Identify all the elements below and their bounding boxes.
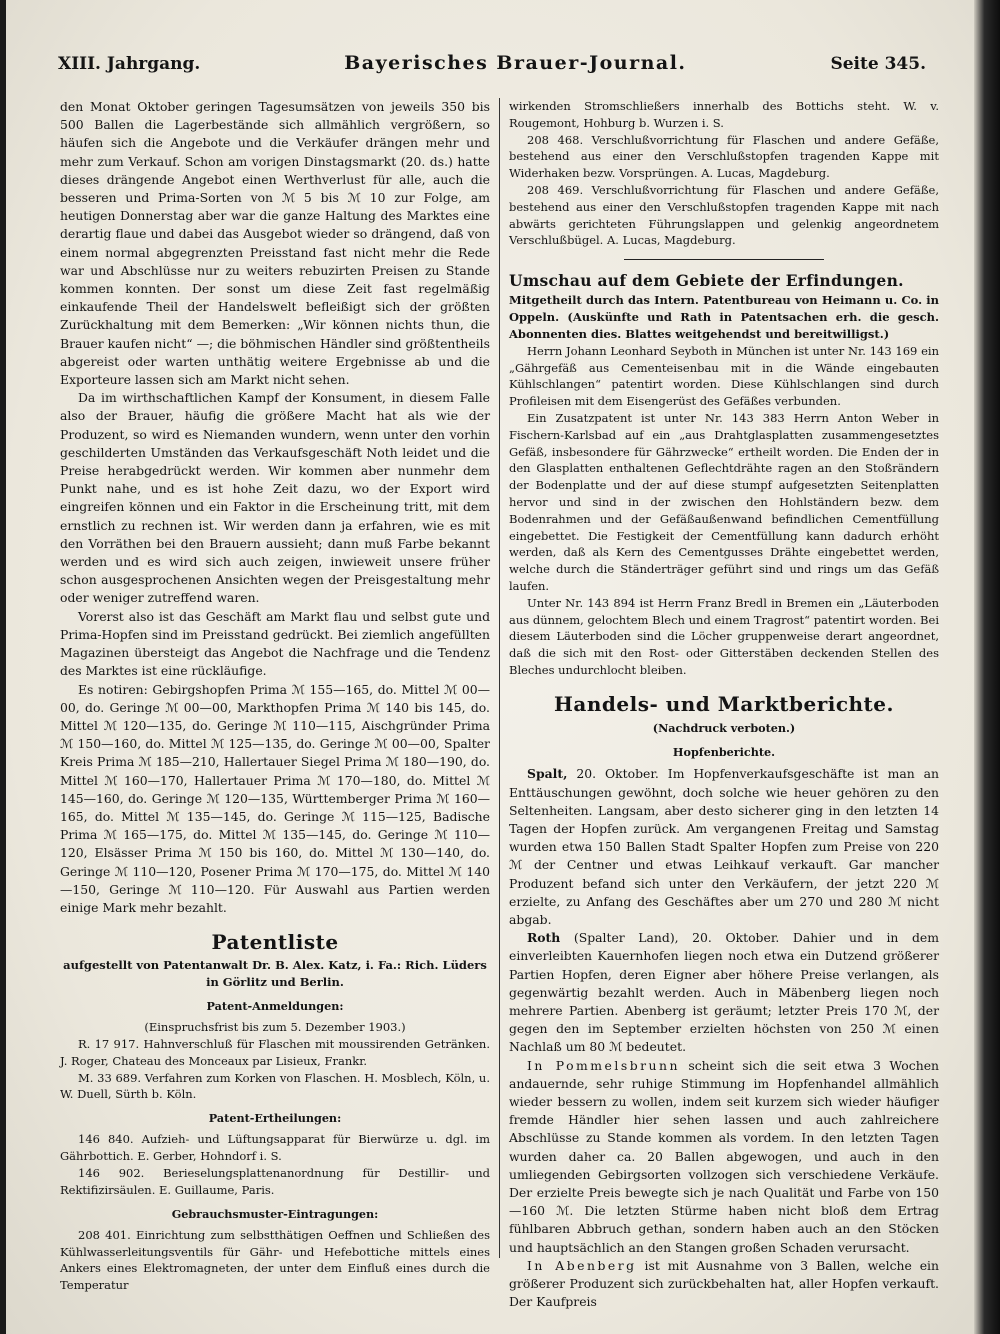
report-place: Roth [527,930,561,946]
patent-list-intro: aufgestellt von Patentanwalt Dr. B. Alex. Katz, i. Fa.: Rich. Lüders in Görlitz und Berlin. [63,958,487,990]
umschau-paragraph: Unter Nr. 143 894 ist Herrn Franz Bredl in Bremen ein „Läuterboden aus dünnem, gelochtem Blech und einem Tragrost“ patentirt worden. Bei diesem Läuterboden sind die Löcher gruppenweise derart angeordnet, daß die sich mit den Rost- oder Gitterstäben deckenden Stellen des Bleches undurchlocht bleiben. [509,595,939,677]
journal-title: Bayerisches Brauer-Journal. [344,52,687,74]
patent-entry-continuation: wirkenden Stromschließers innerhalb des Bottichs steht. W. v. Rougemont, Hohburg b. Wurzen i. S. [509,99,939,130]
umschau-paragraph: Ein Zusatzpatent ist unter Nr. 143 383 Herrn Anton Weber in Fischern-Karlsbad auf ein „aus Drahtglasplatten zusammengesetztes Gefäß, insbesondere für Gährzwecke“ ertheilt worden. Die Enden der in den Glasplatten enthaltenen Geflechtdrähte ragen an den Stoßrändern der Bodenplatte und der auf diese stumpf aufgesetzten Seitenplatten hervor und sind in der zwischen den Hohlständern bezw. dem Bodenrahmen und der Gefäßaußenwand befindlichen Cementfüllung eingebettet. Die Festigkeit der Cementfüllung kann dadurch erhöht werden, daß als Kern des Cementgusses Drähte eingebettet werden, welche durch die Ständerträger geführt sind und rings um das Gefäß laufen. [509,410,939,593]
hop-report [509,1257,939,1312]
hop-report [509,1057,939,1257]
right-column [509,98,939,1311]
patent-list-title: Patentliste [211,930,339,955]
price-quotes: Es notiren: Gebirgshopfen Prima ℳ 155—165, do. Mittel ℳ 00—00, do. Geringe ℳ 00—00, Markthopfen Prima ℳ 140 bis 145, do. Mittel ℳ 120—135, do. Geringe ℳ 110—115, Aischgründer Prima ℳ 150—160, do. Mittel ℳ 125—135, do. Geringe ℳ 00—00, Spalter Kreis Prima ℳ 185—210, Hallertauer Siegel Prima ℳ 180—190, do. Mittel ℳ 160—170, Hallertauer Prima ℳ 170—180, do. Mittel ℳ 145—160, do. Geringe ℳ 120—135, Württemberger Prima ℳ 160—165, do. Mittel ℳ 135—145, do. Geringe ℳ 115—125, Badische Prima ℳ 165—175, do. Mittel ℳ 135—145, do. Geringe ℳ 110—120, Elsässer Prima ℳ 150 bis 160, do. Mittel ℳ 130—140, do. Geringe ℳ 110—120, Posener Prima ℳ 170—175, do. Mittel ℳ 140—150, Geringe ℳ 110—120. Für Auswahl aus Partien werden einige Mark mehr bezahlt. [60,681,490,915]
ertheilungen-heading: Patent-Ertheilungen: [208,1111,342,1126]
report-text: 20. Oktober. Im Hopfenverkaufsgeschäfte ist man an Enttäuschungen gewöhnt, doch solche wie heuer gehören zu den Seltenheiten. Langsam, aber desto sicherer ging in den letzten 14 Tagen der Hopfen zurück. Am vergangenen Freitag und Samstag wurden etwa 150 Ballen Stadt Spalter Hopfen zum Preise von 220 ℳ der Centner und etwas Leihkauf verkauft. Gar mancher Produzent befand sich unter den Verkäufern, der jetzt 220 ℳ erzielte, zu Anfang des Geschäftes aber um 270 und 280 ℳ nicht abgab. [509,766,939,927]
patent-entry: 146 840. Aufzieh- und Lüftungsapparat für Bierwürze u. dgl. im Gährbottich. E. Gerber, Hohndorf i. S. [60,1132,490,1164]
column-divider [499,98,500,1258]
patent-entry: 208 469. Verschlußvorrichtung für Flaschen und andere Gefäße, bestehend aus einer den Verschlußstopfen tragenden Kappe mit nach abwärts gerichteten Führungslappen und gelenkig angeordnetem Verschlußbügel. A. Lucas, Magdeburg. [509,182,939,248]
umschau-paragraph: Herrn Johann Leonhard Seyboth in München ist unter Nr. 143 169 ein „Gährgefäß aus Cementeisenbau mit in die Wände eingebauten Kühlschlangen“ patentirt worden. Diese Kühlschlangen sind durch Profileisen mit dem Eisengerüst des Gefäßes verbunden. [509,343,939,409]
handel-title: Handels- und Marktberichte. [554,691,894,716]
patent-entry: 208 401. Einrichtung zum selbstthätigen Oeffnen und Schließen des Kühlwasserleitungsventils für Gähr- und Hefebottiche mittels eines Ankers eines Elektromagneten, der unter dem Einfluß eines durch die Temperatur [60,1227,490,1293]
patent-entry: 146 902. Berieselungsplattenanordnung für Destillir- und Rektifizirsäulen. E. Guillaume, Paris. [60,1165,490,1197]
volume-label: XIII. Jahrgang. [58,54,201,74]
patent-entry: R. 17 917. Hahnverschluß für Flaschen mit moussirenden Getränken. J. Roger, Chateau des Monceaux par Lisieux, Frankr. [60,1036,490,1068]
left-column [60,98,490,1294]
market-paragraph: Da im wirthschaftlichen Kampf der Konsument, in diesem Falle also der Brauer, häufig die größere Macht hat als wie der Produzent, so wird es Niemanden wundern, wenn unter den vorhin geschilderten Umständen das Verkaufsgeschäft Noth leidet und die Preise herabgedrückt werden. Wir kommen aber nunmehr dem Punkt nahe, und es ist hohe Zeit dazu, wo der Export wird eingreifen können und ein Faktor in die Erscheinung tritt, mit dem ernstlich zu rechnen ist. Wir werden dann ja erfahren, wie es mit den Vorräthen bei den Brauern aussieht; dann muß Farbe bekannt werden und es wird sich auch zeigen, inwieweit unsere früher schon ausgesprochenen Ansichten wegen der Preisgestaltung mehr oder weniger zutreffend waren. [60,390,490,606]
report-text: ist mit Ausnahme von 3 Ballen, welche ein größerer Produzent sich zurückbehalten hat, aller Hopfen verkauft. Der Kaufpreis [509,1257,939,1310]
market-paragraph: Vorerst also ist das Geschäft am Markt flau und selbst gute und Prima-Hopfen sind im Preisstand gedrückt. Bei ziemlich angefüllten Magazinen übersteigt das Angebot die Nachfrage und die Tendenz des Marktes ist eine rückläufige. [60,608,490,679]
page-number: Seite 345. [830,54,926,74]
patent-entry: M. 33 689. Verfahren zum Korken von Flaschen. H. Mosblech, Köln, u. W. Duell, Sürth b. Köln. [60,1070,490,1102]
gebrauchsmuster-heading: Gebrauchsmuster-Eintragungen: [171,1206,379,1221]
anmeldungen-note: (Einspruchsfrist bis zum 5. Dezember 1903.) [144,1020,406,1035]
hop-report [509,765,939,929]
report-text: scheint sich die seit etwa 3 Wochen andauernde, sehr ruhige Stimmung im Hopfenhandel allmählich wieder bessern zu wollen, indem seit kurzem sich wieder häufiger fremde Händler hier sehen lassen und auch zahlreichere Abschlüsse zu Stande kommen als vordem. In den letzten Tagen wurden daher ca. 20 Ballen abgewogen, und auch in den umliegenden Gebirgsorten vollzogen sich verschiedene Verkäufe. Der erzielte Preis bewegte sich je nach Qualität und Farbe von 150—160 ℳ. Die letzten Stürme haben nicht bloß dem Ertrag fühlbaren Abbruch gethan, sondern haben auch an den Stöcken und hauptsächlich an den Stangen großen Schaden verursacht. [509,1057,940,1255]
scan-left-edge [0,0,6,1334]
hopfen-heading: Hopfenberichte. [672,745,776,760]
report-text: (Spalter Land), 20. Oktober. Dahier und in dem einverleibten Kauernhofen liegen noch etwa ein Dutzend größerer Partien Hopfen, deren Eigner aber höhere Preise verlangen, als gegenwärtig bezahlt werden. Auch in Mäbenberg liegen noch mehrere Partien. Abenberg ist geräumt; letzter Preis 170 ℳ, der gegen den im September erzielten höchsten von 250 ℳ einen Nachlaß um 80 ℳ bedeutet. [509,930,939,1055]
patent-entry: 208 468. Verschlußvorrichtung für Flaschen und andere Gefäße, bestehend aus einer den Verschlußstopfen tragenden Kappe mit Widerhaken bezw. Vorsprüngen. A. Lucas, Magdeburg. [509,132,939,181]
report-place: In Abenberg [527,1257,637,1273]
page-header [58,52,926,82]
report-place: In Pommelsbrunn [527,1057,680,1073]
umschau-intro: Mitgetheilt durch das Intern. Patentbureau von Heimann u. Co. in Oppeln. (Auskünfte und Rath in Patentsachen erh. die gesch. Abonnenten dies. Blattes weitgehendst und bereitwilligst.) [509,293,939,341]
section-rule [624,259,824,260]
market-paragraph: den Monat Oktober geringen Tagesumsätzen von jeweils 350 bis 500 Ballen die Lagerbestände sich allmählich vergrößern, so häufen sich die Angebote und die Verkäufer drängen mehr und mehr zum Verkauf. Schon am vorigen Dinstagsmarkt (20. ds.) hatte dieses drängende Angebot einen Werthverlust für alle, auch die besseren und Prima-Sorten von ℳ 5 bis ℳ 10 zur Folge, am heutigen Donnerstag aber war die ganze Haltung des Marktes eine derartig flaue und dabei das Ausgebot wieder so drängend, daß von einem normal abgegrenzten Preisstand fast nicht mehr die Rede war und Abschlüsse nur zu weiters rebuzirten Preisen zu Stande kommen konnten. Der sonst um diese Zeit fast regelmäßig einkaufende Theil der Handelswelt befleißigt sich der größten Zurückhaltung mit dem Bemerken: „Wir können nichts thun, die Brauer kaufen nicht“ —; die böhmischen Händler sind größtentheils abgereist oder warten unthätig weitere Ergebnisse ab und die Exporteure lassen sich am Markt nicht sehen. [60,99,490,388]
reprint-note: (Nachdruck verboten.) [652,720,796,735]
scan-right-edge [974,0,1000,1334]
hop-report [509,929,939,1056]
anmeldungen-heading: Patent-Anmeldungen: [206,998,344,1013]
umschau-title: Umschau auf dem Gebiete der Erfindungen. [509,271,904,291]
report-place: Spalt, [527,766,568,782]
